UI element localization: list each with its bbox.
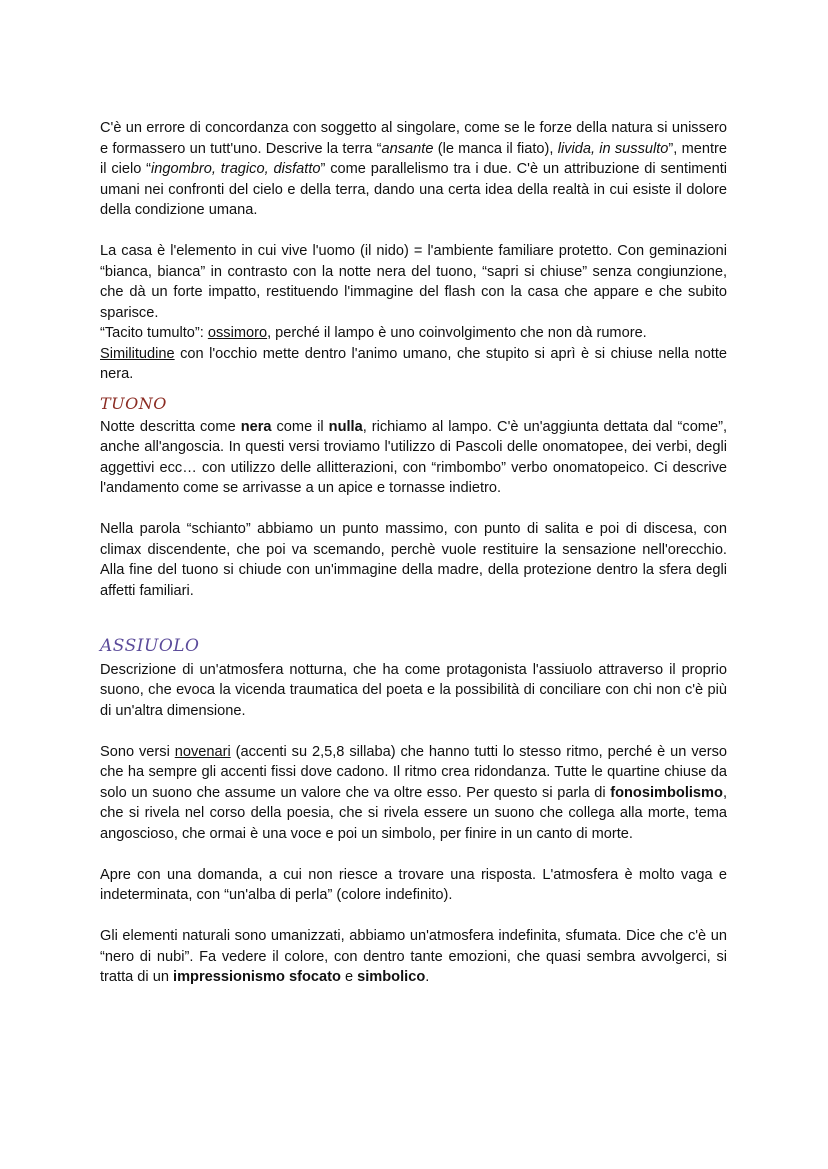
- text-run: ”, mentre il cielo “: [100, 140, 728, 177]
- paragraph-gap: [100, 906, 727, 927]
- paragraph-tuono-notte: [100, 417, 727, 499]
- paragraph-assiuolo-elementi: [100, 926, 727, 988]
- paragraph-gap: [100, 499, 727, 520]
- text-run: e: [340, 969, 358, 985]
- paragraph-similitudine: [100, 344, 727, 385]
- underlined-term: novenari: [174, 743, 231, 760]
- paragraph-casa: La casa è l'elemento in cui vive l'uomo (il nido) = l'ambiente familiare protetto. Con geminazioni “bianca, bianca” in contrasto con la notte nera del tuono, “sapri si chiuse” senza congiunzione, che dà un forte impatto, restituendo l'immagine del flash con la casa che appare e che subito sparisce.: [100, 243, 727, 321]
- bold-run: fonosimbolismo: [610, 784, 723, 801]
- paragraph-assiuolo-descrizione: Descrizione di un'atmosfera notturna, che ha come protagonista l'assiuolo attraverso il proprio suono, che evoca la vicenda traumatica del poeta e la possibilità di conciliare con chi non c'è più di un'altra dimensione.: [100, 661, 727, 719]
- paragraph-assiuolo-domanda: Apre con una domanda, a cui non riesce a trovare una risposta. L'atmosfera è molto vaga e indeterminata, con “un'alba di perla” (colore indefinito).: [100, 866, 727, 903]
- text-run: C'è un errore di concordanza con soggetto al singolare, come se le forze della natura si unissero e formassero un tutt'uno. Descrive la terra “: [100, 120, 727, 157]
- section-heading-tuono: TUONO: [100, 393, 167, 413]
- text-run: Sono versi: [100, 743, 175, 760]
- paragraph-gap: [100, 844, 727, 865]
- paragraph-gap: [100, 221, 727, 242]
- text-run: con l'occhio mette dentro l'animo umano, che stupito si aprì è si chiuse nella notte nera.: [100, 345, 727, 382]
- text-run: , richiamo al lampo. C'è un'aggiunta dettata dal “come”, anche all'angoscia. In questi versi troviamo l'utilizzo di Pascoli delle onomatopee, dei verbi, degli aggettivi ecc… con utilizzo delle allitterazioni, con “rimbombo” verbo onomatopeico. Ci descrive l'andamento come se arrivasse a un apice e tornasse indietro.: [100, 418, 727, 496]
- text-run: Gli elementi naturali sono umanizzati, abbiamo un'atmosfera indefinita, sfumata. Dice che c'è un “nero di nubi”. Fa vedere il colore, con dentro tante emozioni, che quasi sembra avvolgerci, si tratta di un: [100, 928, 727, 985]
- paragraph-concordanza: [100, 118, 727, 221]
- text-run: “Tacito tumulto”:: [100, 325, 208, 341]
- text-run: (accenti su 2,5,8 sillaba) che hanno tutti lo stesso ritmo, perché è un verso che ha sempre gli accenti fissi dove cadono. Il ritmo crea ridondanza. Tutte le quartine chiuse da solo un suono che assume un valore che va oltre esso. Per questo si parla di: [100, 743, 728, 801]
- text-run: Notte descritta come: [100, 418, 241, 435]
- paragraph-gap: [100, 601, 727, 622]
- text-run: , che si rivela nel corso della poesia, che si rivela essere un suono che collega alla morte, tema angoscioso, che ormai è una voce e poi un simbolo, per finire in un canto di morte.: [100, 784, 727, 842]
- text-run: .: [425, 969, 430, 985]
- text-run: come il: [271, 418, 329, 435]
- underlined-term: Similitudine: [100, 345, 175, 362]
- bold-run: impressionismo sfocato: [173, 969, 341, 985]
- text-run: ” come parallelismo tra i due. C'è un attribuzione di sentimenti umani nei confronti del cielo e della terra, dando una certa idea della realtà in cui esiste il dolore della condizione umana.: [100, 161, 727, 218]
- paragraph-tuono-schianto: Nella parola “schianto” abbiamo un punto massimo, con punto di salita e poi di discesa, con climax discendente, che poi va scemando, perchè vuole restituire la sensazione nell'orecchio. Alla fine del tuono si chiude con un'immagine della madre, della protezione dentro la sfera degli affetti familiari.: [100, 521, 727, 599]
- paragraph-gap: [100, 721, 727, 742]
- bold-run: simbolico: [357, 969, 426, 985]
- section-heading-assiuolo: ASSIUOLO: [100, 635, 200, 656]
- italic-run: ansante: [381, 140, 434, 157]
- italic-run: ingombro, tragico, disfatto: [151, 161, 321, 177]
- bold-run: nulla: [328, 418, 363, 435]
- italic-run: livida, in sussulto: [557, 140, 669, 157]
- document-body: [100, 118, 727, 988]
- text-run: , perché il lampo è uno coinvolgimento che non dà rumore.: [267, 325, 647, 341]
- text-run: (le manca il fiato),: [433, 140, 558, 157]
- underlined-term: ossimoro: [207, 325, 268, 341]
- bold-run: nera: [240, 418, 272, 435]
- paragraph-assiuolo-novenari: [100, 742, 727, 845]
- paragraph-tacito-tumulto: [100, 323, 727, 344]
